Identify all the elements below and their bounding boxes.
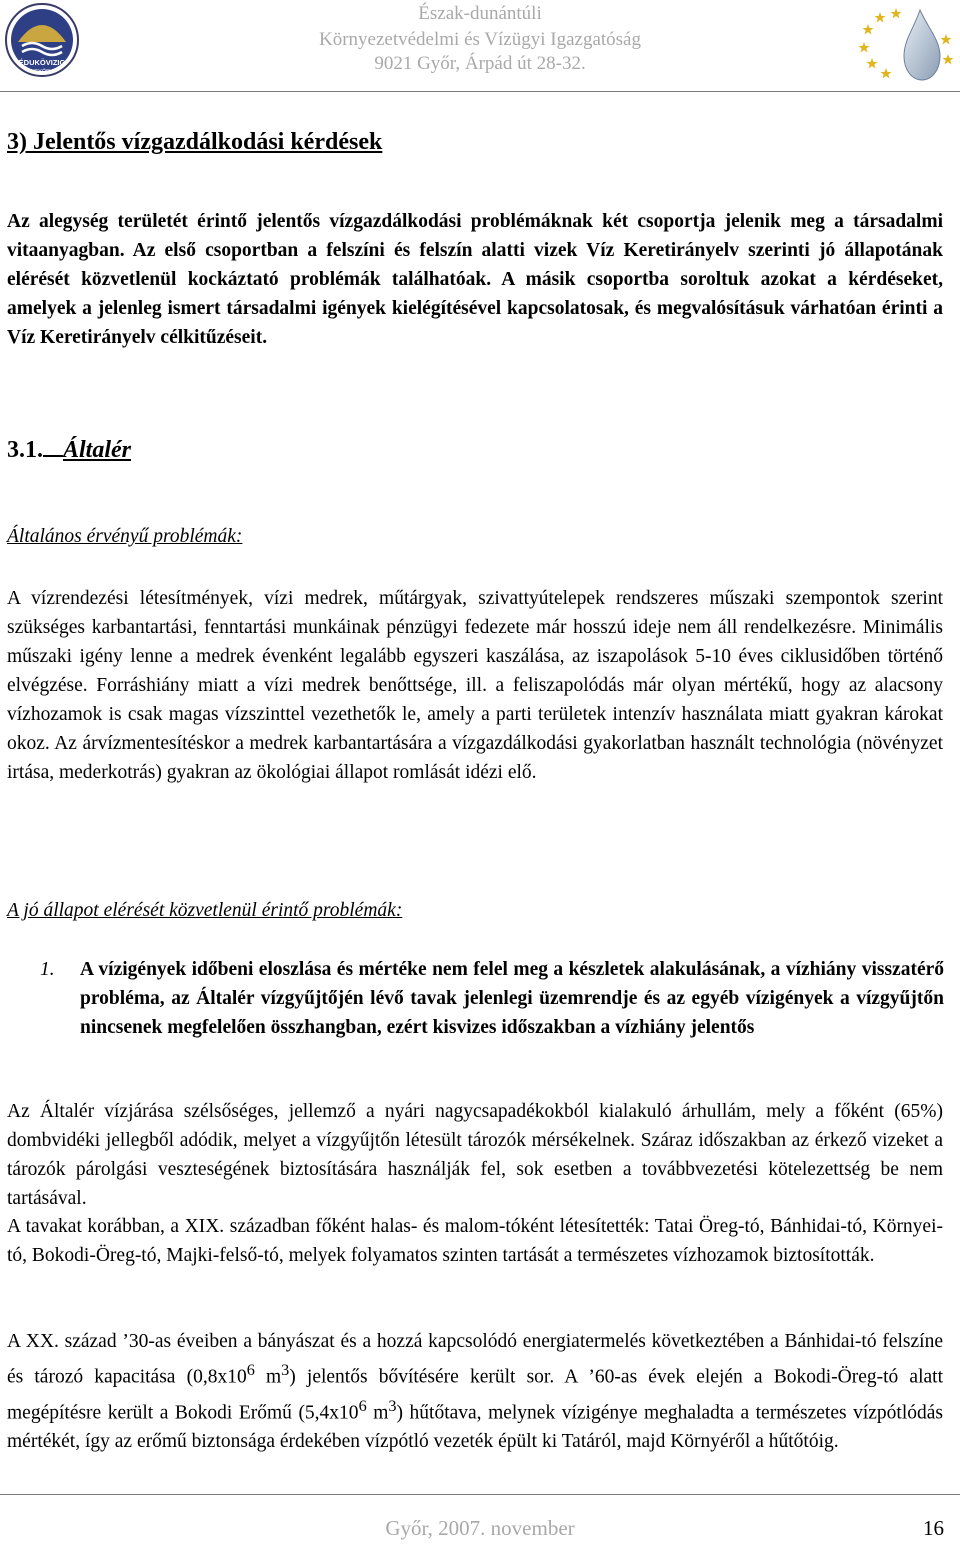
problem-item-text: A vízigények időbeni eloszlása és mértéke nem felel meg a készletek alakulásának, a vízhiány visszatérő probléma, az Általér vízgyűjtőjén lévő tavak jelenlegi üzemrendje és az egyéb vízigények a vízgyűjtőn nincsenek megfelelően összhangban, ezért kisvizes időszakban a vízhiány jelentős [80,959,944,1038]
org-name-line2: Környezetvédelmi és Vízügyi Igazgatóság [318,29,641,50]
p5-text-1: A XX. század ’30-as éveiben a bányászat és a hozzá kapcsolódó energiatermelés következtében a Bánhidai-tó felszíne és tározó kapacitása (0,8x10 [7,1331,943,1388]
p5-sup-3: 6 [358,1396,367,1415]
p5-text-2: m [254,1366,282,1388]
problem-list-item [40,955,944,1042]
paragraph-regime: Az Általér vízjárása szélsőséges, jellemző a nyári nagycsapadékokból kialakuló árhullám, mely a főként (65%) dombvidéki jellegből adódik, melyet a vízgyűjtőn létesült tározók mérsékelnek. Száraz időszakban az érkező vizeket a tározók párolgási veszteségének biztosítására használják fel, sok esetben a továbbvezetési kötelezettség be nem tartásával. [7,1101,943,1209]
direct-problems-heading: A jó állapot elérését közvetlenül érintő problémák: [7,900,403,921]
problem-item-number: 1. [40,959,55,980]
p5-text-5: ) hűtőtava, melynek vízigénye meghaladta a természetes vízpótlódás mértékét, így az erőmű biztonsága érdekében vízpótló vezeték épült ki Tatáról, majd Környéről a hűtőtóig. [7,1402,943,1452]
org-address: 9021 Győr, Árpád út 28-32. [374,53,586,74]
paragraph-lakes-history: A tavakat korábban, a XIX. században főként halas- és malom-tóként létesítették: Tatai Öreg-tó, Bánhidai-tó, Környei-tó, Bokodi-Öreg-tó, Majki-felső-tó, melyek folyamatos szinten tartását a természetes vízhozamok biztosították. [7,1216,943,1266]
p5-sup-1: 6 [246,1361,255,1379]
header-divider [0,91,960,92]
subsection-number: 3.1. [7,437,43,463]
heading-underline-gap [43,437,63,457]
general-problems-paragraph: A vízrendezési létesítmények, vízi medrek, műtárgyak, szivattyútelepek rendszeres műszaki szempontok szerint szükséges karbantartási, fenntartási munkáinak pénzügyi fedezete már hosszú ideje nem áll rendelkezésre. Minimális műszaki igény lenne a medrek évenként legalább egyszeri kaszálása, az iszapolások 5-10 éves ciklusidőben történő elvégzése. Forráshiány miatt a vízi medrek benőttsége, ill. a feliszapolódás már olyan mértékű, hogy az alacsony vízhozamok is csak magas vízszinttel vezethetők le, amely a parti területek intenzív használata miatt gyakran károkat okoz. Az árvízmentesítéskor a medrek karbantartására a vízgazdálkodási gyakorlatban használt technológia (növényzet irtása, mederkotrás) gyakran az ökológiai állapot romlását idézi elő. [7,588,943,783]
general-problems-heading: Általános érvényű problémák: [7,526,243,547]
svg-text:GYŐR: GYŐR [33,69,51,75]
section-heading: 3) Jelentős vízgazdálkodási kérdések [7,129,383,155]
org-name-line1: Észak-dunántúli [418,3,542,24]
footer-date: Győr, 2007. november [385,1516,575,1540]
page-header [0,0,960,94]
intro-paragraph: Az alegység területét érintő jelentős vízgazdálkodási problémáknak két csoportja jelenik meg a társadalmi vitaanyagban. Az első csoportban a felszíni és felszín alatti vizek Víz Keretirányelv szerinti jó állapotának elérését közvetlenül kockáztató problémák találhatóak. A másik csoportba soroltuk azokat a kérdéseket, amelyek a jelenleg ismert társadalmi igények kielégítésével kapcsolatosak, és megvalósításuk várhatóan érinti a Víz Keretirányelv célkitűzéseit. [7,211,943,348]
page-number: 16 [923,1516,944,1540]
p5-sup-2: 3 [281,1361,290,1379]
footer-divider [0,1494,960,1495]
p5-sup-4: 3 [388,1396,397,1415]
p5-text-4: m [366,1402,389,1423]
paragraph-twentieth-century [7,1327,943,1456]
eu-water-drop-logo [858,4,956,84]
subsection-heading [7,437,131,464]
p5-text-3: ) jelentős bővítésére került sor. A ’60-as évek elején a Bokodi-Öreg-tó alatt megépítésre került a Bokodi Erőmű (5,4x10 [7,1366,943,1423]
subsection-title: Általér [63,437,132,463]
svg-text:ÉDUKÖVIZIG: ÉDUKÖVIZIG [18,58,66,67]
